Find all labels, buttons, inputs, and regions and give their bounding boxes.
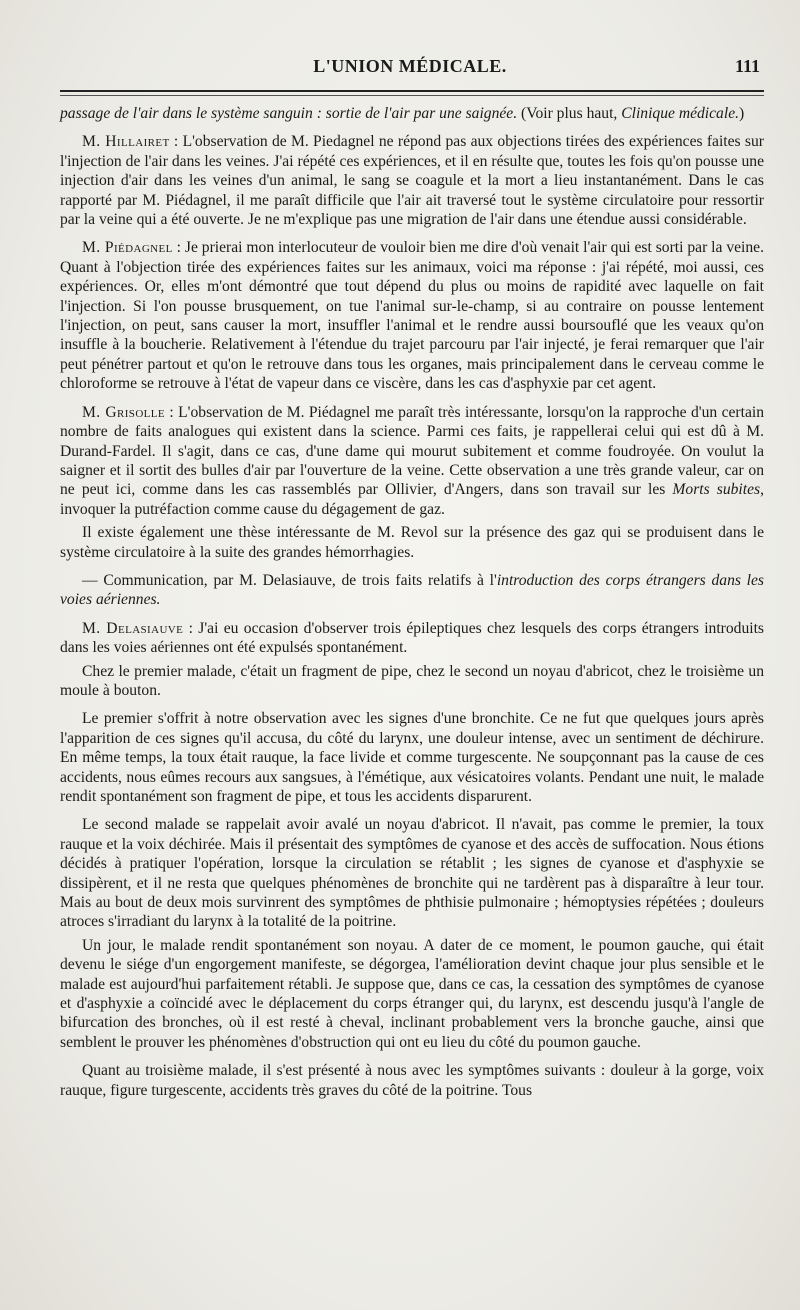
- italic-text: Morts subites: [672, 481, 761, 499]
- text: : Je prierai mon interlocuteur de vouloir bien me dire d'où venait l'air qui est sorti par la veine. Quant à l'objection tirée des expériences faites sur les animaux, voici ma réponse : j'ai répété, moi aussi, ces expériences. Or, elles m'ont démontré que tout dépend du plus ou moins de rapidité avec laquelle on fait l'injection. Si l'on pousse brusquement, on tue l'animal sur-le-champ, si au contraire on pousse lentement l'injection, on peut, sans causer la mort, insuffler l'animal et le rendre aussi boursouflé que les veaux qu'on insuffle à la boucherie. Relativement à l'étendue du trajet parcouru par l'air injecté, je ferai remarquer que l'air peut pénétrer partout et qu'on le retrouve dans tous les organes, mais principalement dans le cerveau comme le chloroforme se retrouve à l'état de vapeur dans ce viscère, dans les cas d'asphyxie par cet agent.: [60, 239, 764, 393]
- paragraph: [60, 662, 764, 701]
- paragraph: [60, 1061, 764, 1100]
- text: Le second malade se rappelait avoir avalé un noyau d'abricot. Il n'avait, pas comme le premier, la toux rauque et la voix déchirée. Mais il présentait des symptômes de cyanose et des accès de suffocation. Nous étions décidés à pratiquer l'opération, lorsque la circulation se rétablit ; les signes de cyanose et d'asphyxie se dissipèrent, et il ne resta que quelques phénomènes de bronchite qui ne tardèrent pas à disparaître à leur tour. Mais au bout de deux mois survinrent des symptômes de phthisie pulmonaire ; hémoptysies répétées ; douleurs atroces s'irradiant du larynx à la totalité de la poitrine.: [60, 816, 764, 931]
- text: Le premier s'offrit à notre observation avec les signes d'une bronchite. Ce ne fut que quelques jours après l'apparition de ces signes qu'il accusa, du côté du larynx, une douleur intense, avec un sentiment de déchirure. En même temps, la toux était rauque, la face livide et comme turgescente. Ne soupçonnant pas la cause de ces accidents, nous eûmes recours aux sangsues, à l'émétique, aux vésicatoires volants. Pendant une nuit, le malade rendit spontanément son fragment de pipe, et tous les accidents disparurent.: [60, 710, 764, 805]
- text: Quant au troisième malade, il s'est présenté à nous avec les symptômes suivants : douleur à la gorge, voix rauque, figure turgescente, accidents très graves du côté de la poitrine. Tous: [60, 1062, 764, 1099]
- page-number: 111: [734, 56, 760, 76]
- text: ): [739, 105, 745, 122]
- text: (Voir plus haut,: [517, 105, 622, 122]
- text: Chez le premier malade, c'était un fragment de pipe, chez le second un noyau d'abricot, chez le troisième un moule à bouton.: [60, 662, 764, 699]
- page-header: [60, 56, 760, 86]
- paragraph: [60, 571, 764, 610]
- paragraph: [60, 104, 764, 123]
- speaker-name: M. Delasiauve: [82, 619, 184, 637]
- paragraph: [60, 709, 764, 806]
- paragraph: [60, 132, 764, 229]
- paragraph: [60, 619, 764, 658]
- text: : J'ai eu occasion d'observer trois épileptiques chez lesquels des corps étrangers introduits dans les voies aériennes ont été expulsés spontanément.: [60, 619, 764, 657]
- text: Il existe également une thèse intéressante de M. Revol sur la présence des gaz qui se produisent dans le système circulatoire à la suite des grandes hémorrhagies.: [60, 524, 764, 561]
- speaker-name: M. Grisolle: [82, 403, 166, 421]
- italic-text: introduction des corps étrangers dans les voies aériennes.: [60, 571, 764, 609]
- paragraph: [60, 936, 764, 1052]
- speaker-name: M. Piédagnel: [82, 239, 173, 257]
- text: : L'observation de M. Piedagnel ne répond pas aux objections tirées des expériences faites sur l'injection de l'air dans les veines. J'ai répété ces expériences, et il en résulte que, toutes les fois qu'on pousse une injection d'air dans les veines d'un animal, le sang se coagule et la mort a lieu instantanément. Dans le cas rapporté par M. Piédagnel, il me paraît difficile que l'air ait traversé tout le système circulatoire pour ressortir par la veine qui a été ouverte. Je ne m'explique pas une migration de l'air dans une étendue aussi considérable.: [60, 133, 764, 229]
- paragraph: [60, 523, 764, 562]
- paragraph: [60, 238, 764, 393]
- paragraph: [60, 403, 764, 519]
- speaker-name: M. Hillairet: [82, 133, 170, 151]
- header-rule: [60, 90, 764, 92]
- running-title: L'UNION MÉDICALE.: [313, 56, 507, 76]
- italic-text: Clinique médicale.: [621, 105, 740, 122]
- text: , invoquer la putréfaction comme cause du dégagement de gaz.: [60, 481, 764, 518]
- header-rule-thin: [60, 95, 764, 96]
- article-body: [60, 104, 764, 1109]
- paragraph: [60, 815, 764, 931]
- text: — Communication, par M. Delasiauve, de trois faits relatifs à l': [82, 571, 497, 589]
- text: : L'observation de M. Piédagnel me paraît très intéressante, lorsqu'on la rapproche d'un certain nombre de faits analogues qui existent dans la science. Parmi ces faits, je rappellerai celui qui est dû à M. Durand-Fardel. Il s'agit, dans ce cas, d'une dame qui mourut subitement et comme foudroyée. On voulut la saigner et il sortit des bulles d'air par l'ouverture de la veine. Cette observation a une très grande valeur, car on ne peut ici, comme dans les cas rassemblés par Ollivier, d'Angers, dans son travail sur les: [60, 403, 764, 499]
- text: Un jour, le malade rendit spontanément son noyau. A dater de ce moment, le poumon gauche, qui était devenu le siége d'un engorgement manifeste, se dégorgea, l'amélioration devint chaque jour plus sensible et le malade est aujourd'hui parfaitement rétabli. Je suppose que, dans ce cas, la cessation des symptômes de cyanose et d'asphyxie a coïncidé avec le déplacement du corps étranger qui, du larynx, est descendu jusqu'à l'angle de bifurcation des bronches, où il est resté à cheval, inclinant probablement vers la bronche gauche, ainsi que semblent le prouver les phénomènes d'obstruction qui ont eu lieu du côté du poumon gauche.: [60, 936, 764, 1051]
- italic-text: passage de l'air dans le système sanguin : sortie de l'air par une saignée.: [60, 105, 518, 122]
